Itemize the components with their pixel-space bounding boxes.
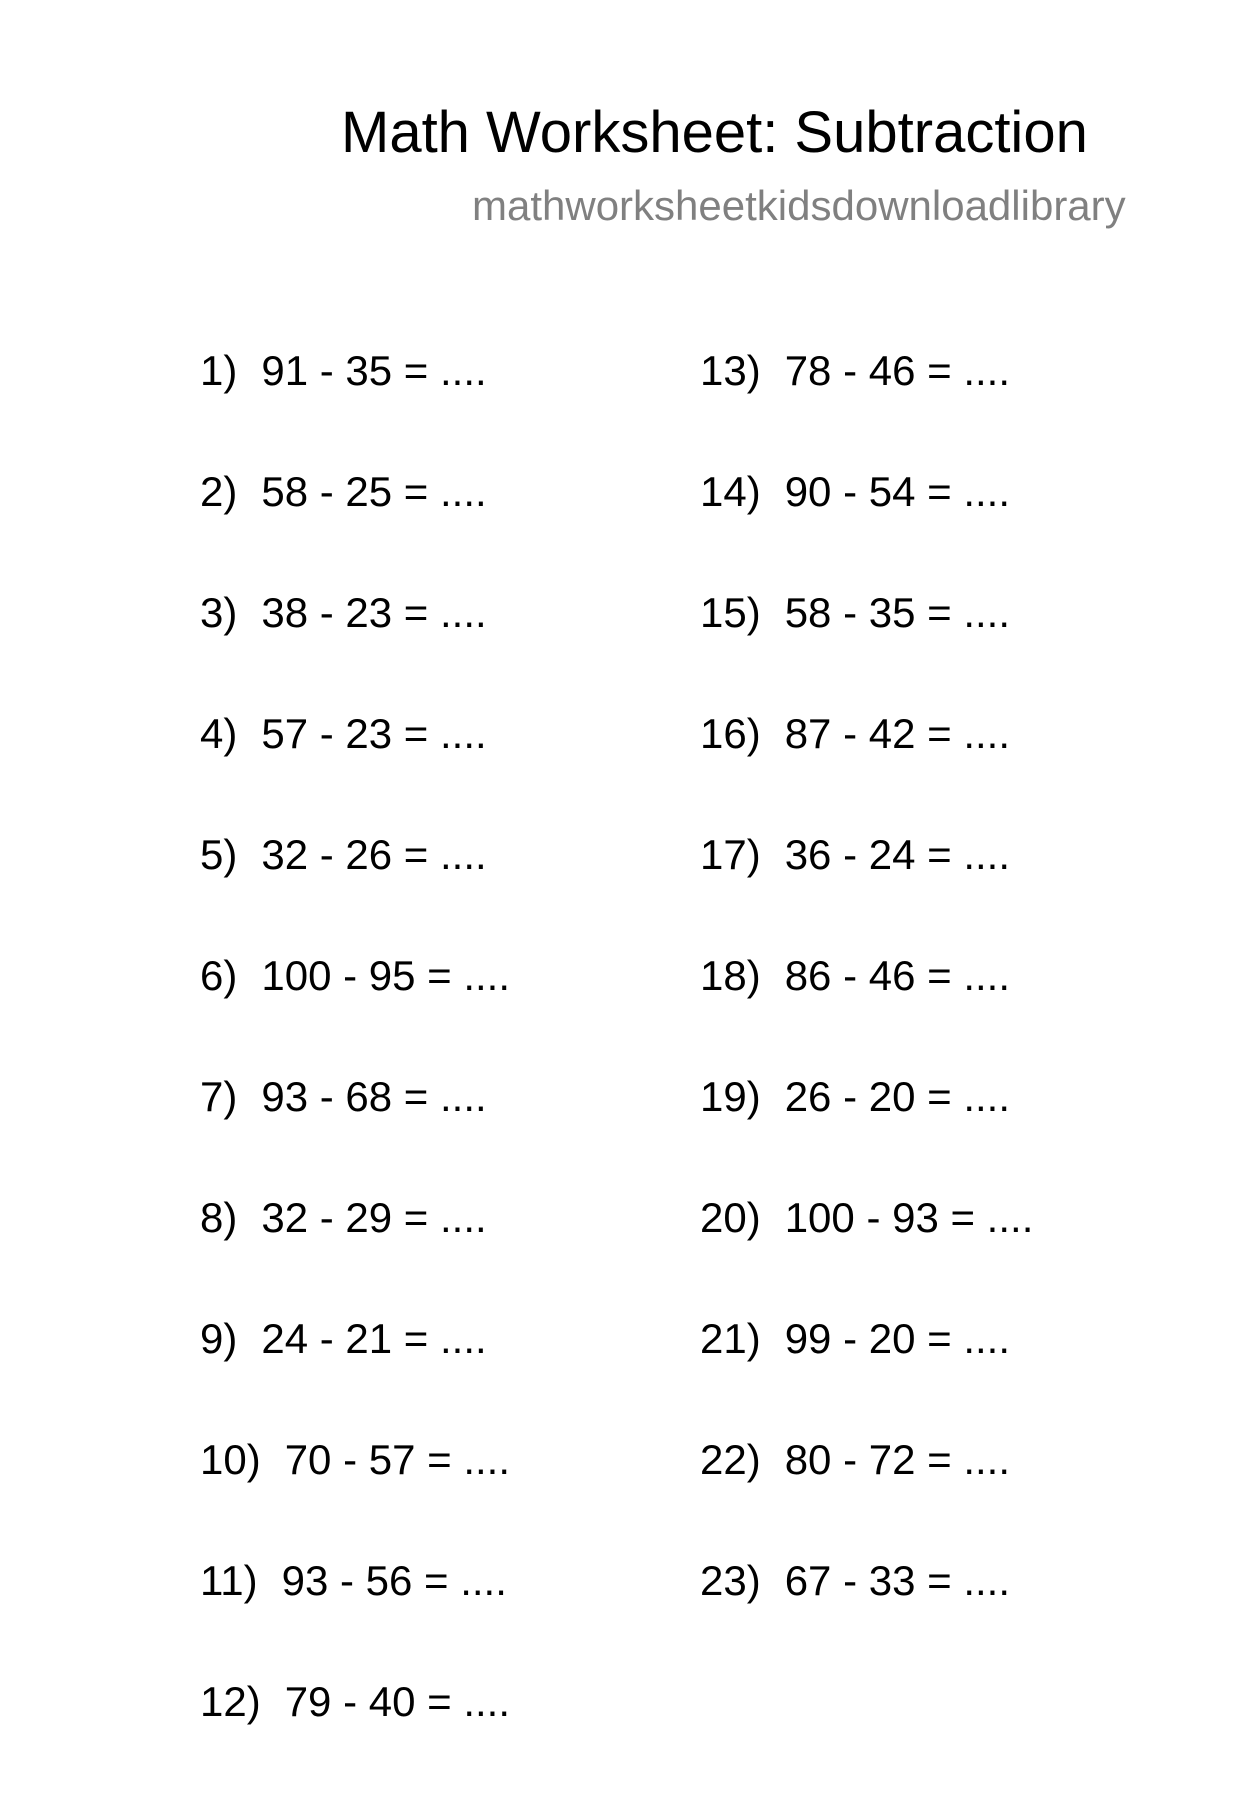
problem-item — [200, 1192, 510, 1313]
problem-item — [200, 466, 510, 587]
problem-item — [200, 1555, 510, 1676]
problem-expression: 93 - 56 = .... — [281, 1557, 507, 1604]
problem-expression: 87 - 42 = .... — [784, 710, 1011, 757]
problem-item — [700, 1313, 1033, 1434]
problem-expression: 58 - 25 = .... — [261, 468, 487, 515]
problem-expression: 36 - 24 = .... — [784, 831, 1011, 878]
problem-column-right — [700, 345, 1033, 1676]
problem-expression: 93 - 68 = .... — [261, 1073, 487, 1120]
problem-item — [200, 1313, 510, 1434]
problem-item — [200, 829, 510, 950]
problem-item — [200, 708, 510, 829]
problem-number: 15) — [700, 589, 761, 636]
problem-expression: 32 - 29 = .... — [261, 1194, 487, 1241]
problem-number: 16) — [700, 710, 761, 757]
problem-number: 6) — [200, 952, 238, 999]
problem-number: 12) — [200, 1678, 261, 1725]
problem-expression: 24 - 21 = .... — [261, 1315, 487, 1362]
problem-number: 21) — [700, 1315, 761, 1362]
problem-item — [700, 1192, 1033, 1313]
problem-item — [700, 950, 1033, 1071]
problem-number: 23) — [700, 1557, 761, 1604]
problem-number: 10) — [200, 1436, 261, 1483]
problem-item — [700, 345, 1033, 466]
problem-expression: 78 - 46 = .... — [784, 347, 1011, 394]
problem-expression: 100 - 93 = .... — [784, 1194, 1034, 1241]
problem-item — [700, 708, 1033, 829]
problem-number: 17) — [700, 831, 761, 878]
problem-expression: 86 - 46 = .... — [784, 952, 1011, 999]
problem-number: 18) — [700, 952, 761, 999]
problem-item — [200, 345, 510, 466]
problem-expression: 90 - 54 = .... — [784, 468, 1011, 515]
problem-expression: 91 - 35 = .... — [261, 347, 487, 394]
problem-expression: 58 - 35 = .... — [784, 589, 1011, 636]
problem-expression: 26 - 20 = .... — [784, 1073, 1011, 1120]
problem-number: 1) — [200, 347, 238, 394]
problem-item — [200, 1434, 510, 1555]
problem-number: 11) — [200, 1557, 258, 1604]
problem-item — [200, 950, 510, 1071]
problem-item — [200, 587, 510, 708]
problem-expression: 80 - 72 = .... — [784, 1436, 1011, 1483]
problem-item — [700, 1434, 1033, 1555]
problem-item — [200, 1071, 510, 1192]
problem-expression: 79 - 40 = .... — [284, 1678, 511, 1725]
problem-number: 9) — [200, 1315, 238, 1362]
problem-item — [700, 587, 1033, 708]
problem-column-left — [200, 345, 510, 1797]
problem-expression: 57 - 23 = .... — [261, 710, 487, 757]
problem-expression: 32 - 26 = .... — [261, 831, 487, 878]
problem-expression: 99 - 20 = .... — [784, 1315, 1011, 1362]
problem-expression: 100 - 95 = .... — [261, 952, 511, 999]
problem-item — [700, 829, 1033, 950]
problem-number: 4) — [200, 710, 238, 757]
problem-item — [200, 1676, 510, 1797]
problem-item — [700, 1071, 1033, 1192]
problem-number: 22) — [700, 1436, 761, 1483]
problem-number: 20) — [700, 1194, 761, 1241]
problem-number: 19) — [700, 1073, 761, 1120]
problem-item — [700, 1555, 1033, 1676]
problem-number: 14) — [700, 468, 761, 515]
worksheet-title: Math Worksheet: Subtraction — [341, 100, 1088, 165]
problem-expression: 70 - 57 = .... — [284, 1436, 511, 1483]
problem-number: 2) — [200, 468, 238, 515]
worksheet-source: mathworksheetkidsdownloadlibrary — [472, 182, 1126, 229]
problem-expression: 67 - 33 = .... — [784, 1557, 1011, 1604]
problem-number: 3) — [200, 589, 238, 636]
problem-number: 13) — [700, 347, 761, 394]
problem-number: 8) — [200, 1194, 238, 1241]
problem-number: 5) — [200, 831, 238, 878]
problem-expression: 38 - 23 = .... — [261, 589, 487, 636]
problem-item — [700, 466, 1033, 587]
problem-number: 7) — [200, 1073, 238, 1120]
